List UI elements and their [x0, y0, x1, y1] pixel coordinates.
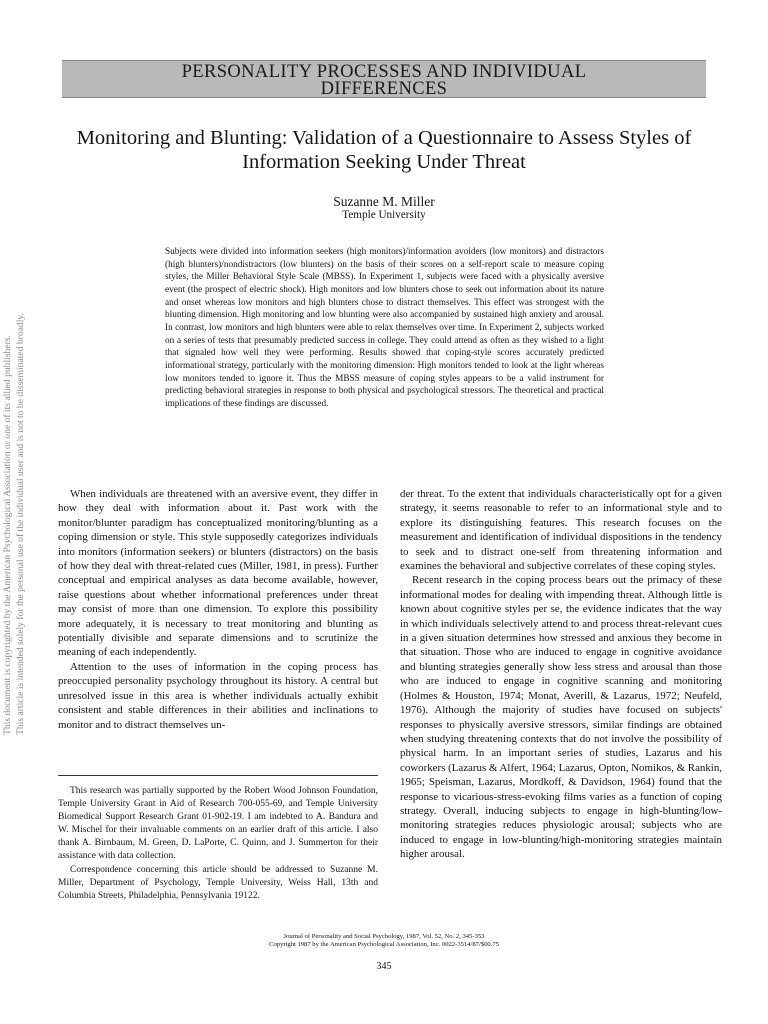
section-banner — [62, 60, 706, 98]
author-affiliation: Temple University — [342, 209, 426, 221]
abstract: Subjects were divided into information seekers (high monitors)/information avoiders (low monitors) and distractors (high blunters)/nondistractors (low blunters) on the basis of their scores on a self-report scale to measure coping styles, the Miller Behavioral Style Scale (MBSS). In Experiment 1, subjects were faced with a physically aversive event (the prospect of electric shock). High monitors and low blunters chose to seek out information about its nature and onset whereas low monitors and high blunters chose to distract themselves. This effect was strongest with the blunting dimension. High monitoring and low blunting were also accompanied by sustained high anxiety and arousal. In contrast, low monitors and high blunters were able to relax themselves over time. In Experiment 2, subjects worked on a series of tests that presumably predicted success in college. They could attend as often as they wished to a light that signaled how well they were performing. Results showed that coping-style scores accurately predicted informational strategy, particularly with the monitoring dimension: High monitors tended to look at the light whereas low monitors tended to ignore it. Thus the MBSS measure of coping styles appears to be a valid instrument for predicting behavioral strategies in response to both physical and psychological stressors. The theoretical and practical implications of these findings are discussed. — [165, 247, 604, 409]
body-paragraph: der threat. To the extent that individuals characteristically opt for a given strategy, it seems reasonable to refer to an informational style and to explore its distinguishing features. This research focuses on the measurement and identification of individual dispositions in the tendency to seek and to distract one-self from threatening information and examines the behavioral and subjective correlates of these coping styles. — [400, 488, 722, 573]
footnote-correspondence: Correspondence concerning this article should be addressed to Suzanne M. Miller, Department of Psychology, Temple University, Weiss Hall, 13th and Columbia Streets, Philadelphia, Pennsylvania 19122. — [58, 864, 378, 901]
article-title: Monitoring and Blunting: Validation of a Questionnaire to Assess Styles of Information Seeking Under Threat — [76, 127, 692, 173]
side-notice-line2: This article is intended solely for the personal use of the individual user and is not to be disseminated broadly. — [14, 313, 26, 735]
footnote-funding: This research was partially supported by the Robert Wood Johnson Foundation, Temple University Grant in Aid of Research 700-055-69, and Temple University Biomedical Support Research Grant 01-902-19. I am indebted to A. Bandura and W. Mischel for their invaluable comments on an earlier draft of this article. I also thank A. Birnbaum, M. Green, D. LaPorte, C. Quinn, and J. Summerton for their assistance with data collection. — [58, 786, 378, 862]
body-column-right — [400, 487, 722, 862]
journal-info — [200, 933, 568, 949]
journal-citation: Journal of Personality and Social Psychology, 1987, Vol. 52, No. 2, 345-353 — [283, 933, 485, 940]
body-column-left — [58, 487, 378, 732]
footnotes — [58, 785, 378, 903]
page-number: 345 — [376, 961, 392, 972]
body-paragraph: When individuals are threatened with an aversive event, they differ in how they deal with information about it. Past work with the monitor/blunter paradigm has conceptualized monitoring/blunting as a coping dimension or style. This style supposedly categorizes individuals into monitors (information seekers) or blunters (distractors) on the basis of how they deal with threat-related cues (Miller, 1981, in press). Further conceptual and empirical analyses as data become available, however, raise questions about whether informational preferences under threat may consist of more than one dimension. To explore this possibility more adequately, it is necessary to treat monitoring and blunting as potentially divisible and separate dimensions and to scrutinize the meaning of each independently. — [58, 488, 378, 659]
section-heading-line1: PERSONALITY PROCESSES AND INDIVIDUAL — [181, 62, 587, 82]
copyright-line: Copyright 1987 by the American Psychological Association, Inc. 0022-3514/87/$00.75 — [269, 941, 499, 948]
body-paragraph: Attention to the uses of information in the coping process has preoccupied personality psychology throughout its history. A central but unresolved issue in this area is whether individuals actually exhibit consistent and stable differences in their abilities and inclinations to monitor and to distract themselves un- — [58, 660, 378, 731]
copyright-side-notice — [2, 275, 30, 735]
footnote-divider — [58, 775, 378, 776]
section-heading-line2: DIFFERENCES — [320, 79, 448, 99]
body-paragraph: Recent research in the coping process bears out the primacy of these informational modes for dealing with impending threat. Although little is known about cognitive styles per se, the evidence indicates that the way in which individuals selectively attend to and process threat-relevant cues in a given situation determines how stressed and anxious they become in that situation. Those who are induced to engage in cognitive avoidance and blunting strategies generally show less stress and arousal than those who are induced to engage in cognitive scanning and monitoring (Holmes & Houston, 1974; Monat, Averill, & Lazarus, 1972; Neufeld, 1976). Although the majority of studies have focused on subjects' responses to physically aversive stressors, similar findings are obtained when studying threatening contexts that do not involve the possibility of physical harm. In an important series of studies, Lazarus and his coworkers (Lazarus & Alfert, 1964; Lazarus, Opton, Nomikos, & Rankin, 1965; Speisman, Lazarus, Mordkoff, & Davidson, 1964) found that the response to vicarious-stress-evoking films varies as a function of coping strategy. Overall, inducing subjects to engage in high-blunting/low-monitoring strategies reduces physiologic arousal; subjects who are induced to engage in low-blunting/high-monitoring strategies maintain higher arousal. — [400, 574, 722, 861]
side-notice-line1: This document is copyrighted by the American Psychological Association or one of its allied publishers. — [2, 335, 13, 735]
author-name: Suzanne M. Miller — [333, 194, 435, 209]
